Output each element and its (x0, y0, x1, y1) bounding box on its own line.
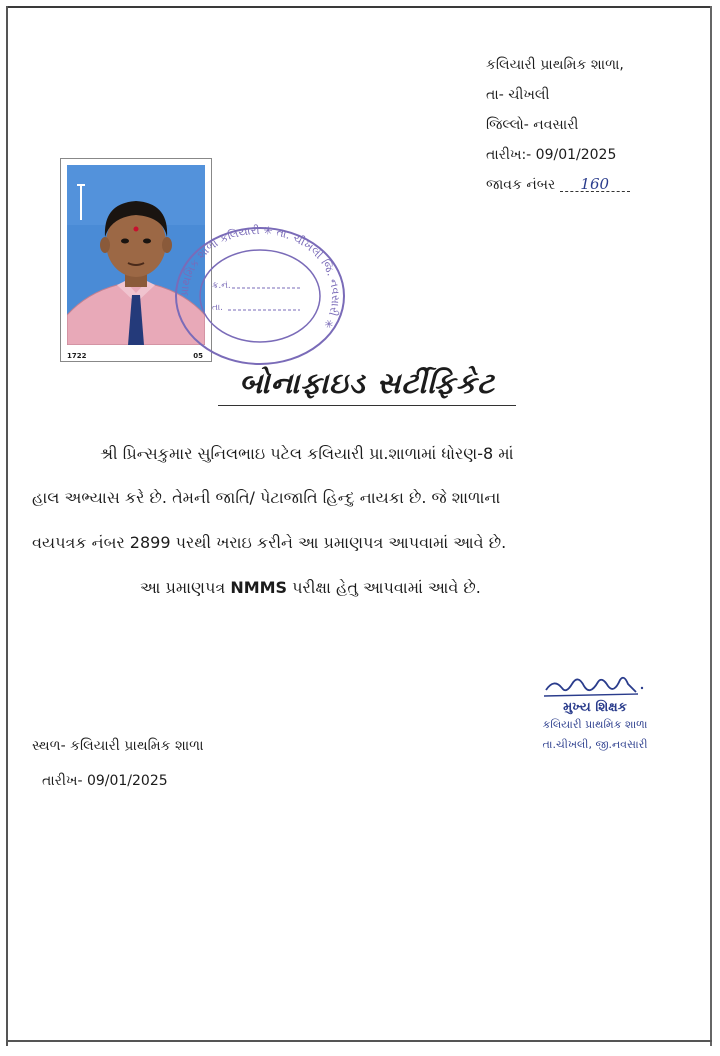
footer-place: સ્થળ- કલિયારી પ્રાથમિક શાળા (32, 738, 204, 754)
address-date: તારીખ:- 09/01/2025 (486, 147, 617, 163)
body-line-4-pre: આ પ્રમાણપત્ર (140, 578, 231, 597)
stamp-ring-text: પ્રાથમિક શાળા કલિયારી ✳ તા. ચીખલી જિ. નવસારી ✳ (177, 224, 343, 331)
photo-caption-left: 1722 (67, 352, 87, 360)
school-stamp (170, 224, 350, 368)
body-line-2: હાલ અભ્યાસ કરે છે. તેમની જાતિ/ પેટાજાતિ હિન્દુ નાયકા છે. જે શાળાના (32, 488, 501, 507)
address-school: કલિયારી પ્રાથમિક શાળા, (486, 57, 624, 73)
svg-text:પ્રાથમિક શાળા કલિયારી ✳ તા. ચી (178, 224, 342, 331)
stamp-line2: તા. (212, 303, 224, 313)
page-border-top (6, 6, 712, 8)
body-line-1: શ્રી પ્રિન્સકુમાર સુનિલભાઇ પટેલ કલિયારી પ્રા.શાળામાં ધોરણ-8 માં (100, 444, 514, 463)
body-line-4-post: પરીક્ષા હેતુ આપવામાં આવે છે. (287, 578, 481, 597)
certificate-title: બોનાફાઇડ સર્ટીફિકેટ (218, 366, 516, 406)
page-border-bottom (6, 1040, 712, 1042)
principal-location: તા.ચીખલી, જી.નવસારી (542, 738, 648, 751)
inward-number-row (486, 170, 630, 200)
footer-date: તારીખ- 09/01/2025 (42, 773, 168, 789)
body-line-3: વયપત્રક નંબર 2899 પરથી ખરાઇ કરીને આ પ્રમાણપત્ર આપવામાં આવે છે. (32, 533, 507, 552)
inward-number: 160 (560, 177, 630, 192)
address-district: જિલ્લો- નવસારી (486, 117, 579, 133)
exam-name: NMMS (230, 578, 288, 597)
principal-signature (540, 670, 650, 702)
photo-caption-right: 05 (193, 352, 203, 360)
principal-title: મુખ્ય શિક્ષક (563, 700, 627, 715)
inward-label: જાવક નંબર (486, 177, 556, 193)
address-taluka: તા- ચીખલી (486, 87, 550, 103)
page-border-right (710, 6, 712, 1046)
page-border-left (6, 6, 8, 1046)
stamp-line1: ક્ર.નં. (212, 281, 231, 291)
body-line-4 (140, 578, 481, 598)
school-address-block (486, 50, 630, 200)
principal-school: કલિયારી પ્રાથમિક શાળા (542, 718, 648, 731)
principal-signature-block (520, 700, 670, 755)
